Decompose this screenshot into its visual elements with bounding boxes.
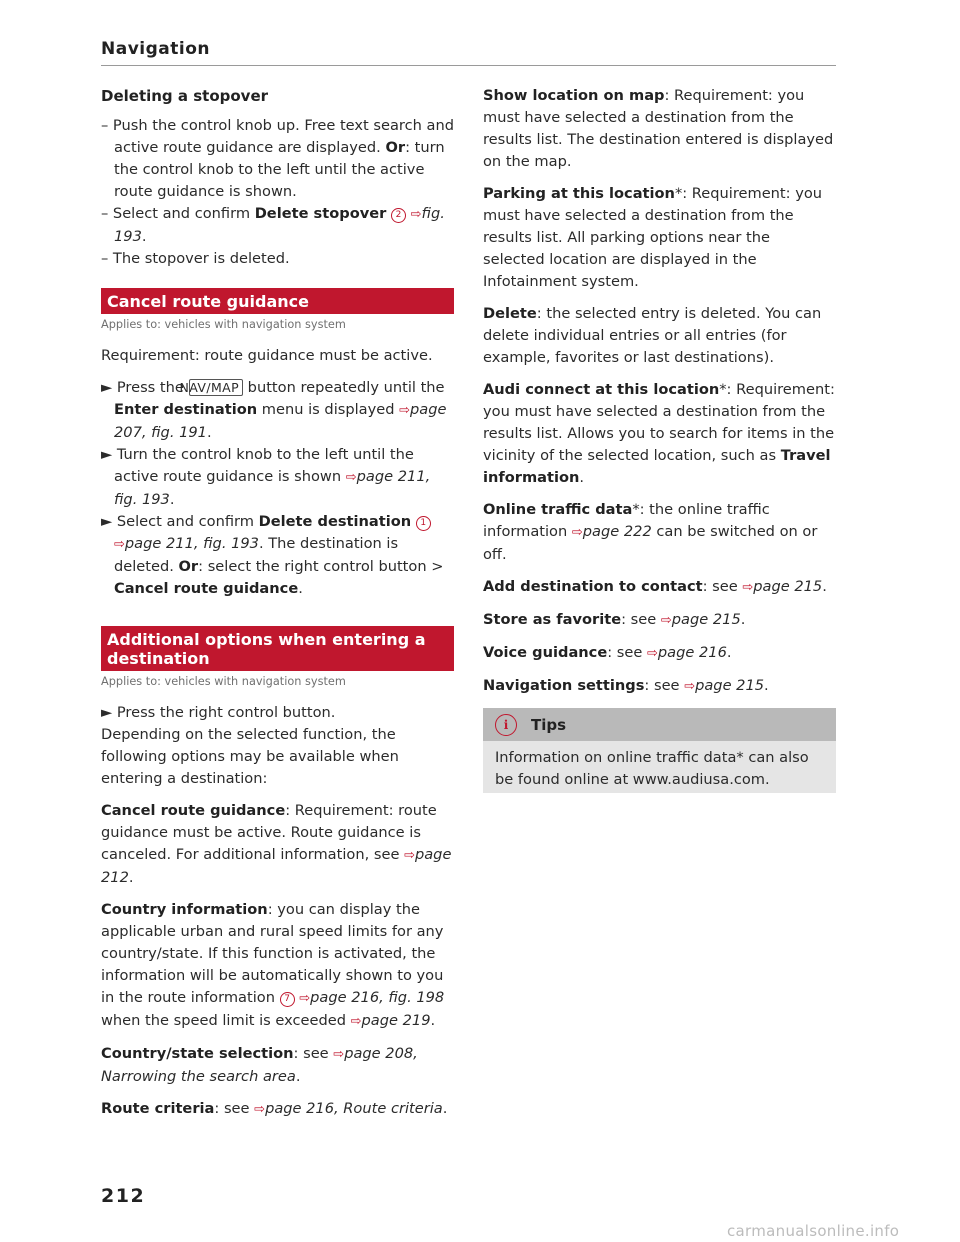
arrow-icon: ⇨ xyxy=(333,1047,345,1062)
page-reference[interactable]: ⇨page 215 xyxy=(684,677,765,694)
option-add-contact: Add destination to contact: see ⇨page 215. xyxy=(483,578,827,595)
tips-header xyxy=(483,708,836,741)
page-number: 212 xyxy=(101,1185,146,1207)
additional-options-banner: Additional options when entering a destination xyxy=(101,626,454,671)
arrow-icon: ⇨ xyxy=(254,1102,266,1117)
page-reference[interactable]: ⇨page 211, fig. 193 xyxy=(114,468,431,508)
arrow-icon: ⇨ xyxy=(114,537,125,552)
option-online-traffic: Online traffic data*: the online traffic information ⇨page 222 can be switched on or off. xyxy=(483,501,818,563)
arrow-icon: ⇨ xyxy=(571,525,583,540)
option-country-state: Country/state selection: see ⇨page 208, Narrowing the search area. xyxy=(101,1045,418,1085)
option-cancel-route: Cancel route guidance: Requirement: route guidance must be active. Route guidance is canceled. For additional information, see ⇨page 212. xyxy=(101,802,452,886)
nav-map-button-label: NAV/MAP xyxy=(189,379,244,396)
arrow-icon: ⇨ xyxy=(647,646,658,661)
option-country-info: Country information: you can display the applicable urban and rural speed limits for any country/state. If this function is activated, the information will be automatically shown to you in the route information 7 ⇨page 216, fig. 198 when the speed limit is exceeded ⇨page 219. xyxy=(101,901,445,1029)
applies-to-note: Applies to: vehicles with navigation system xyxy=(101,318,346,331)
page-header xyxy=(101,38,836,66)
applies-to-note: Applies to: vehicles with navigation system xyxy=(101,675,346,688)
deleting-step-1: – Push the control knob up. Free text search and active route guidance are displayed. Or: turn the control knob to the left until the active route guidance is shown. xyxy=(101,117,454,200)
additional-intro: Depending on the selected function, the following options may be available when entering a destination: xyxy=(101,726,399,787)
page-reference[interactable]: ⇨page 215 xyxy=(742,578,823,595)
deleting-stopover-heading: Deleting a stopover xyxy=(101,87,269,105)
callout-2-icon: 2 xyxy=(391,208,406,223)
option-route-criteria: Route criteria: see ⇨page 216, Route criteria. xyxy=(101,1100,448,1117)
arrow-icon: ⇨ xyxy=(299,991,311,1006)
arrow-icon: ⇨ xyxy=(399,403,411,418)
additional-step: ► Press the right control button. xyxy=(101,704,336,721)
deleting-step-3: – The stopover is deleted. xyxy=(101,250,290,267)
option-parking: Parking at this location*: Requirement: you must have selected a destination from the results list. All parking options near the selected location are displayed in the Infotainment system. xyxy=(483,185,823,290)
page-reference[interactable]: ⇨page 216, fig. 198 xyxy=(299,989,445,1006)
callout-7-icon: 7 xyxy=(280,992,295,1007)
page-reference[interactable]: ⇨page 212 xyxy=(101,846,452,886)
cancel-requirement: Requirement: route guidance must be active. xyxy=(101,347,433,364)
arrow-icon: ⇨ xyxy=(350,1014,362,1029)
arrow-icon: ⇨ xyxy=(660,613,672,628)
watermark: carmanualsonline.info xyxy=(727,1222,900,1240)
right-column xyxy=(483,85,836,793)
page-reference[interactable]: ⇨page 208, Narrowing the search area xyxy=(101,1045,418,1085)
arrow-icon: ⇨ xyxy=(404,848,415,863)
info-icon: i xyxy=(495,714,517,736)
arrow-icon: ⇨ xyxy=(345,470,357,485)
arrow-icon: ⇨ xyxy=(410,207,422,222)
tips-box xyxy=(483,708,836,793)
page-reference[interactable]: ⇨page 215 xyxy=(660,611,741,628)
cancel-step-2: ► Turn the control knob to the left until the active route guidance is shown ⇨page 211, fig. 193. xyxy=(101,446,431,508)
page-reference[interactable]: ⇨page 207, fig. 191 xyxy=(114,401,447,441)
page-reference[interactable]: ⇨page 222 xyxy=(571,523,652,540)
option-audi-connect: Audi connect at this location*: Requirement: you must have selected a destination from the results list. Allows you to search for items in the vicinity of the selected location, such as Travel information. xyxy=(483,381,835,486)
page-reference[interactable]: ⇨page 219 xyxy=(350,1012,431,1029)
option-delete: Delete: the selected entry is deleted. You can delete individual entries or all entries (for example, favorites or last destinations). xyxy=(483,305,822,366)
cancel-route-banner: Cancel route guidance xyxy=(101,288,454,314)
option-store-favorite: Store as favorite: see ⇨page 215. xyxy=(483,611,746,628)
tips-body: Information on online traffic data* can also be found online at www.audiusa.com. xyxy=(495,749,809,788)
option-show-location: Show location on map: Requirement: you must have selected a destination from the results list. The destination entered is displayed on the map. xyxy=(483,87,834,170)
page-reference[interactable]: ⇨page 216 xyxy=(647,644,727,661)
cancel-step-1: ► Press the NAV/MAP button repeatedly until the Enter destination menu is displayed ⇨page 207, fig. 191. xyxy=(101,379,447,441)
section-title: Navigation xyxy=(101,39,210,59)
left-column xyxy=(101,85,454,1131)
callout-1-icon: 1 xyxy=(416,516,431,531)
cancel-step-3: ► Select and confirm Delete destination 1 ⇨page 211, fig. 193. The destination is deleted. Or: select the right control button > Cancel route guidance. xyxy=(101,513,444,597)
option-voice-guidance: Voice guidance: see ⇨page 216. xyxy=(483,644,732,661)
arrow-icon: ⇨ xyxy=(742,580,754,595)
tips-title: Tips xyxy=(531,715,567,734)
page-reference[interactable]: ⇨page 216, Route criteria xyxy=(254,1100,443,1117)
page-reference[interactable]: ⇨page 211, fig. 193 xyxy=(114,535,259,552)
deleting-step-2: – Select and confirm Delete stopover 2 ⇨fig. 193. xyxy=(101,205,445,245)
option-navigation-settings: Navigation settings: see ⇨page 215. xyxy=(483,677,769,694)
fig-reference[interactable]: ⇨fig. 193 xyxy=(114,205,445,245)
arrow-icon: ⇨ xyxy=(684,679,696,694)
